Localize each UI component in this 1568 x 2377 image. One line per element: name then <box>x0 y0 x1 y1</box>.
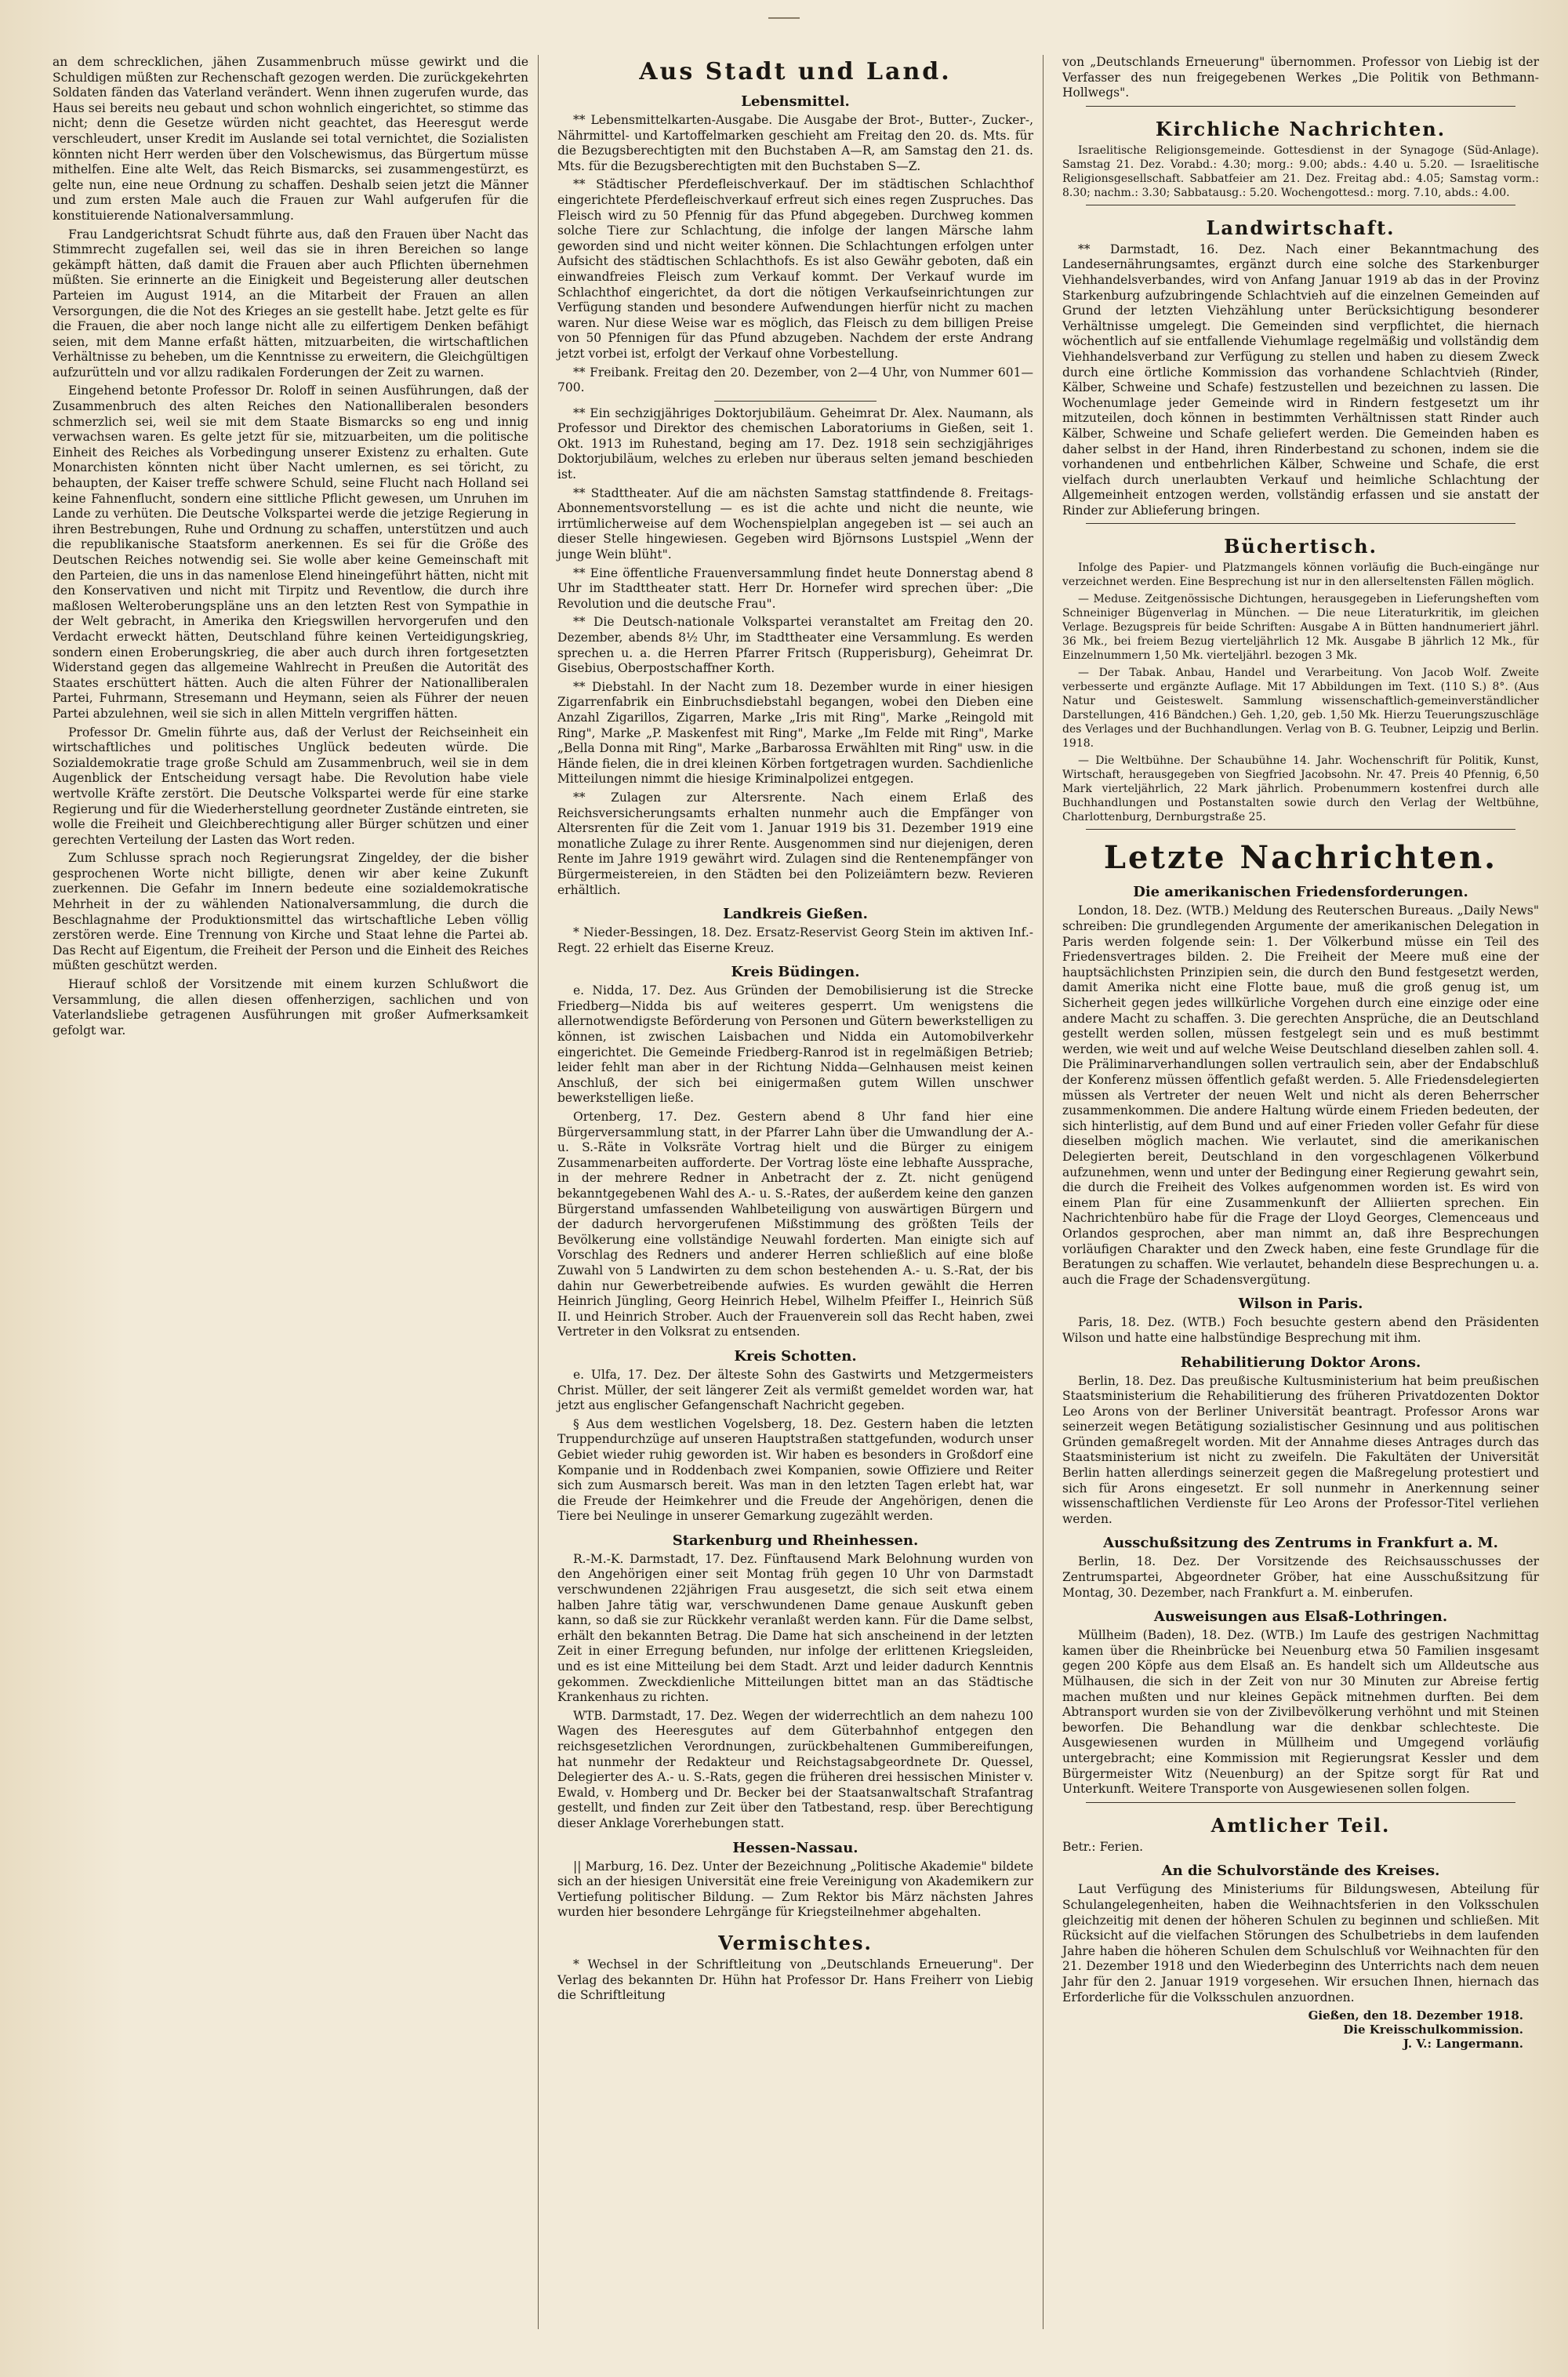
notice-signature: J. V.: Langermann. <box>1403 2037 1523 2052</box>
section-header-stadt-und-land: Aus Stadt und Land. <box>639 58 952 85</box>
section-title-letzte-nachrichten: Letzte Nachrichten. <box>1103 839 1498 877</box>
article-paragraph: Frau Landgerichtsrat Schudt führte aus, daß den Frauen über Nacht das Stimmrecht zugefallen sei, weil das sie in ihren Bereichen so lange gekämpft hätten, daß damit die Frauen aber auch Pflichten übernehmen müßten. Sie erinnerte an die Einigkeit und Begeisterung aller deutschen Parteien im August 1914, an die Mitarbeit der Frauen an allen Versorgungen, die die Not des Krieges an sie gestellt habe. Jetzt gelte es für die Frauen, die aber noch lange nicht alle zu eilfertigem Denken befähigt seien, mit dem Manne erfaßt hätten, mitzuarbeiten, die wirtschaftlichen Verhältnisse zu beheben, um die Kenntnisse zu erweitern, die Gleichgültigen aufzurütteln und vor allzu radikalen Forderungen der Zeit zu warnen. <box>53 227 528 380</box>
article-paragraph: Zum Schlusse sprach noch Regierungsrat Zingeldey, der die bisher gesprochenen Worte nicht billigte, denen wir aber keine Zukunft zuerkennen. Die Gefahr im Innern bedeute eine sozialdemokratische Mehrheit in der zu wählenden Nationalversammlung, die durch die Beschlagnahme der Produktionsmittel das wirtschaftliche Leben völlig zerstören werde. Eine Trennung von Kirche und Staat lehne die Partei ab. Das Recht auf Eigentum, die Freiheit der Person und die Einheit des Reiches müßten geschützt werden. <box>53 851 528 973</box>
news-item: R.-M.-K. Darmstadt, 17. Dez. Fünftausend Mark Belohnung wurden von den Angehörigen einer seit Montag früh gegen 10 Uhr von Darmstadt verschwundenen 22jährigen Frau ausgesetzt, die sich seit etwa einem halben Jahre tätig war, verschwundenen Dame genaue Auskunft geben kann, so daß sie zur Rückkehr veranlaßt werden kann. Für die Dame selbst, erhält den bekannten Betrag. Die Dame hat sich anscheinend in der letzten Zeit in einer Erregung befunden, nur infolge der erlittenen Kriegsleiden, und es ist eine Mitteilung bei dem Stadt. Arzt und leider dadurch Kenntnis gekommen. Zweckdienliche Mitteilungen bittet man an das Städtische Krankenhaus zu richten. <box>557 1551 1033 1705</box>
news-item: Berlin, 18. Dez. Das preußische Kultusministerium hat beim preußischen Staatsministerium die Rehabilitierung des früheren Privatdozenten Doktor Leo Arons von der Berliner Universität beantragt. Professor Arons war seinerzeit wegen Betätigung sozialistischer Gesinnung und aus politischen Gründen gemaßregelt worden. Mit der Annahme dieses Antrages durch das Staatsministerium ist nicht zu zweifeln. Die Fakultäten der Universität Berlin hatten allerdings seinerzeit gegen die Maßregelung protestiert und sich für Arons eingesetzt. Er soll nunmehr in Anerkennung seiner wissenschaftlichen Verdienste für Leo Arons der Professor-Titel verliehen werden. <box>1062 1373 1539 1526</box>
news-item: * Nieder-Bessingen, 18. Dez. Ersatz-Reservist Georg Stein im aktiven Inf.-Regt. 22 erhielt das Eiserne Kreuz. <box>557 925 1033 955</box>
column-1 <box>43 55 539 2329</box>
news-item: ** Darmstadt, 16. Dez. Nach einer Bekanntmachung des Landesernährungsamtes, ergänzt durch eine solche des Starkenburger Viehhandelsverbandes, wird von Anfang Januar 1919 ab das in der Provinz Starkenburg aufzubringende Schlachtvieh auf die einzelnen Gemeinden auf Grund der letzten Viehzählung unter Berücksichtigung besonderer Verhältnisse umgelegt. Die Gemeinden sind verpflichtet, die hiernach wöchentlich auf sie entfallende Viehumlage regelmäßig und vollständig dem Viehhandelsverband zur Verfügung zu stellen und haben zu diesem Zweck durch eine örtliche Kommission das vorhandene Schlachtvieh (Rinder, Kälber, Schweine und Schafe) festzustellen und bezeichnen zu lassen. Die Wochenumlage jeder Gemeinde wird in Rindern festgesetzt um ihr mitzuteilen, doch können in bestimmten Verhältnissen statt Rinder auch Kälber, Schweine und Schafe geliefert werden. Die Gemeinden haben es daher selbst in der Hand, ihren Rinderbestand zu schonen, indem sie die vorhandenen und entbehrlichen Kälber, Schweine und Schafe, die erst vielfach durch unerlaubten Verkauf und heimliche Schlachtung der Allgemeinheit entzogen werden, vollständig erfassen und sie anstatt der Rinder zur Ablieferung bringen. <box>1062 242 1539 518</box>
news-item: ** Stadttheater. Auf die am nächsten Samstag stattfindende 8. Freitags-Abonnementsvorstellung — es ist die achte und nicht die neunte, wie irrtümlicherweise auf dem Wochenspielplan angegeben ist — sei auch an dieser Stelle hingewiesen. Gegeben wird Björnsons Lustspiel „Wenn der junge Wein blüht". <box>557 485 1033 562</box>
news-item: — Die Weltbühne. Der Schaubühne 14. Jahr. Wochenschrift für Politik, Kunst, Wirtschaft, herausgegeben von Siegfried Jacobsohn. Nr. 47. Preis 40 Pfennig, 6,50 Mark vierteljährlich, 22 Mark jährlich. Probenummern kostenfrei durch alle Buchhandlungen und Postanstalten sowie durch den Verlag der Weltbühne, Charlottenburg, Dernburgstraße 25. <box>1062 754 1539 824</box>
columns <box>43 55 1539 2329</box>
news-item: ** Die Deutsch-nationale Volkspartei veranstaltet am Freitag den 20. Dezember, abends 8½ Uhr, im Stadttheater eine Versammlung. Es werden sprechen u. a. die Herren Pfarrer Fritsch (Rupperisburg), Geheimrat Dr. Gisebius, Oberpostschaffner Korth. <box>557 615 1033 676</box>
subsection-title-kreis-buedingen: Kreis Büdingen. <box>731 964 860 981</box>
news-item: || Marburg, 16. Dez. Unter der Bezeichnung „Politische Akademie" bildete sich an der hiesigen Universität eine freie Vereinigung von Akademikern zur Vertiefung politischer Bildung. — Zum Rektor bis März nächsten Jahres wurden hier besondere Lehrgänge für Kriegsteilnehmer abgehalten. <box>557 1859 1033 1920</box>
article-paragraph: Professor Dr. Gmelin führte aus, daß der Verlust der Reichseinheit ein wirtschaftliches und politisches Unglück bedeuten würde. Die Sozialdemokratie trage große Schuld am Zusammenbruch, weil sie in dem Augenblick der Entscheidung versagt habe. Die Revolution habe viele wertvolle Kräfte zerstört. Die Deutsche Volkspartei werde für eine starke Regierung und für die Wiederherstellung geordneter Zustände eintreten, sie wolle die Freiheit und Gleichberechtigung aller Bürger schützen und einer gerechten Verteilung der Lasten das Wort reden. <box>53 725 528 847</box>
column-2 <box>548 55 1044 2329</box>
notice-addressee: An die Schulvorstände des Kreises. <box>1161 1863 1440 1880</box>
notice-text: Laut Verfügung des Ministeriums für Bildungswesen, Abteilung für Schulangelegenheiten, haben die Weihnachtsferien in den Volksschulen gleichzeitig mit denen der höheren Schulen zu beginnen und schließen. Mit Rücksicht auf die vielfachen Störungen des Schulbetriebs in dem laufenden Jahre haben die höheren Schulen dem Schulschluß vor Weihnachten für den 21. Dezember 1918 und den Wiederbeginn des Unterrichts nach dem neuen Jahr für den 2. Januar 1919 vorgesehen. Wir ersuchen Ihnen, hiernach das Erforderliche für die Volksschulen anzuordnen. <box>1062 1882 1539 2004</box>
news-item: — Der Tabak. Anbau, Handel und Verarbeitung. Von Jacob Wolf. Zweite verbesserte und ergänzte Auflage. Mit 17 Abbildungen im Text. (110 S.) 8°. (Aus Natur und Geisteswelt. Sammlung wissenschaftlich-gemeinverständlicher Darstellungen, 416 Bändchen.) Geh. 1,20, geb. 1,50 Mk. Hierzu Teuerungszuschläge des Verlages und der Buchhandlungen. Verlag von B. G. Teubner, Leipzig und Berlin. 1918. <box>1062 667 1539 751</box>
subsection-title-hessen-nassau: Hessen-Nassau. <box>732 1839 858 1856</box>
divider <box>1086 829 1515 830</box>
news-item: ** Freibank. Freitag den 20. Dezember, von 2—4 Uhr, von Nummer 601—700. <box>557 365 1033 395</box>
column-3 <box>1053 55 1548 2329</box>
divider <box>1086 106 1515 107</box>
article-paragraph: Hierauf schloß der Vorsitzende mit einem kurzen Schlußwort die Versammlung, die allen diesen offenherzigen, sachlichen und von Vaterlandsliebe getragenen Ausführungen mit großer Aufmerksamkeit gefolgt war. <box>53 977 528 1038</box>
news-item: ** Diebstahl. In der Nacht zum 18. Dezember wurde in einer hiesigen Zigarrenfabrik ein Einbruchsdiebstahl begangen, wobei den Dieben eine Anzahl Zigarillos, Zigarren, Marke „Iris mit Ring", Marke „Reingold mit Ring", Marke „P. Maskenfest mit Ring", Marke „Im Felde mit Ring", Marke „Bella Donna mit Ring", Marke „Barbarossa Erwählten mit Ring" usw. in die Hände fielen, die in drei kleinen Körben fortgetragen wurden. Sachdienliche Mitteilungen nimmt die hiesige Kriminalpolizei entgegen. <box>557 679 1033 787</box>
news-item: WTB. Darmstadt, 17. Dez. Wegen der widerrechtlich an dem nahezu 100 Wagen des Heeresgutes auf dem Güterbahnhof entgegen den reichsgesetzlichen Verordnungen, zurückbehaltenen Gummibereifungen, hat nunmehr der Redakteur und Reichstagsabgeordnete Dr. Quessel, Delegierter des A.- u. S.-Rats, gegen die früheren drei hessischen Minister v. Ewald, v. Homberg und Dr. Becker bei der Staatsanwaltschaft Strafantrag gestellt, und finden zur Zeit über den Tatbestand, resp. über Berechtigung dieser Anklage Vorerhebungen statt. <box>557 1708 1033 1830</box>
divider <box>714 401 877 402</box>
news-item: ** Lebensmittelkarten-Ausgabe. Die Ausgabe der Brot-, Butter-, Zucker-, Nährmittel- und Kartoffelmarken geschieht am Freitag den 20. ds. Mts. für die Bezugsberechtigten mit den Buchstaben A—R, am Samstag den 21. ds. Mts. für die Bezugsberechtigten mit den Buchstaben S—Z. <box>557 113 1033 173</box>
news-item: ** Zulagen zur Altersrente. Nach einem Erlaß des Reichsversicherungsamts erhalten nunmehr auch die Empfänger von Altersrenten für die Zeit vom 1. Januar 1919 bis 31. Dezember 1919 eine monatliche Zulage zu ihrer Rente. Ausgenommen sind nur diejenigen, deren Rente im Jahre 1919 gewährt wird. Zulagen sind die Rentenempfänger von Bürgermeistereien, in den Städten bei den Polizeiämtern bezw. Revieren erhältlich. <box>557 790 1033 897</box>
headline: Ausweisungen aus Elsaß-Lothringen. <box>1153 1608 1448 1626</box>
news-item: Ortenberg, 17. Dez. Gestern abend 8 Uhr fand hier eine Bürgerversammlung statt, in der Pfarrer Lahn über die Umwandlung der A.- u. S.-Räte in Volksräte Vortrag hielt und die Bürger zu einigem Zusammenarbeiten aufforderte. Der Vortrag löste eine lebhafte Aussprache, in der mehrere Redner in Anbetracht der z. Zt. nicht genügend bekanntgegebenen Wahl des A.- u. S.-Rates, der außerdem keine den ganzen Bürgerstand umfassenden Wahlbeteiligung von auswärtigen Bürgern und der dadurch hervorgerufenen Mißstimmung des größten Teils der Bevölkerung eine vollständige Neuwahl forderten. Man einigte sich auf Vorschlag des Redners und anderer Herren schließlich auf eine bloße Zuwahl von 5 Landwirten zu dem schon bestehenden A.- u. S.-Rat, der bis dahin nur Gewerbetreibende aufwies. Es wurden gewählt die Herren Heinrich Jüngling, Georg Heinrich Hebel, Wilhelm Pfeiffer I., Heinrich Süß II. und Heinrich Strober. Auch der Frauenverein soll das Recht haben, zwei Vertreter in den Volksrat zu entsenden. <box>557 1110 1033 1339</box>
section-title-landwirtschaft: Landwirtschaft. <box>1206 216 1396 239</box>
subsection-title-kreis-schotten: Kreis Schotten. <box>734 1347 857 1365</box>
news-item: e. Ulfa, 17. Dez. Der älteste Sohn des Gastwirts und Metzgermeisters Christ. Müller, der seit längerer Zeit als vermißt gemeldet worden war, hat jetzt aus englischer Gefangenschaft Nachricht gegeben. <box>557 1367 1033 1413</box>
news-item: § Aus dem westlichen Vogelsberg, 18. Dez. Gestern haben die letzten Truppendurchzüge auf unseren Hauptstraßen stattgefunden, wodurch unser Gebiet wieder ruhig geworden ist. Wir haben es besonders in Großdorf eine Kompanie und in Roddenbach zwei Kompanien, sowie Offiziere und Reiter sich zum Ausmarsch bereit. Was man in den letzten Tagen erlebt hat, war die Freude der Heimkehrer und die Freude der Angehörigen, denen die Tiere bei Neulinge in unserer Gemarkung zugezählt werden. <box>557 1416 1033 1524</box>
news-item: ** Eine öffentliche Frauenversammlung findet heute Donnerstag abend 8 Uhr im Stadttheater statt. Herr Dr. Hornefer wird sprechen über: „Die Revolution und die deutsche Frau". <box>557 565 1033 611</box>
continued-text: von „Deutschlands Erneuerung" übernommen. Professor von Liebig ist der Verfasser des nun freigegebenen Werkes „Die Politik von Bethmann-Hollwegs". <box>1062 55 1539 100</box>
news-item: * Wechsel in der Schriftleitung von „Deutschlands Erneuerung". Der Verlag des bekannten Dr. Hühn hat Professor Dr. Hans Freiherr von Liebig die Schriftleitung <box>557 1957 1033 2003</box>
section-title-buechertisch: Büchertisch. <box>1224 535 1377 558</box>
subsection-title-starkenburg: Starkenburg und Rheinhessen. <box>672 1532 919 1549</box>
notice-office: Die Kreisschulkommission. <box>1343 2023 1523 2037</box>
notice-place-date: Gießen, den 18. Dezember 1918. <box>1308 2008 1523 2023</box>
news-item: ** Städtischer Pferdefleischverkauf. Der im städtischen Schlachthof eingerichtete Pferdefleischverkauf erfreut sich eines regen Zuspruches. Das Fleisch wird zu 50 Pfennig für das Pfund abgegeben. Durchweg kommen solche Tiere zur Schlachtung, die infolge der langen Märsche lahm geworden sind und nicht weiter können. Die Schlachtungen erfolgen unter Aufsicht des städtischen Schlachthofs. Es ist also Gewähr geboten, daß ein einwandfreies Fleisch zum Verkauf kommt. Der Verkauf wurde im Schlachthof eingerichtet, da dort die nötigen Verkaufseinrichtungen zur Verfügung standen und besondere Aufwendungen hierfür nicht zu machen waren. Nur diese Weise war es möglich, das Fleisch zu dem billigen Preise von 50 Pfennigen für das Pfund abzugeben. Nachdem der erste Andrang jetzt vorbei ist, erfolgt der Verkauf ohne Vorbestellung. <box>557 177 1033 361</box>
headline: Die amerikanischen Friedensforderungen. <box>1133 884 1468 901</box>
news-item: ** Ein sechzigjähriges Doktorjubiläum. Geheimrat Dr. Alex. Naumann, als Professor und Direktor des chemischen Laboratoriums in Gießen, seit 1. Okt. 1913 im Ruhestand, beging am 17. Dez. 1918 sein sechzigjähriges Doktorjubiläum, welches zu erleben nur überaus selten jemand beschieden ist. <box>557 405 1033 482</box>
article-paragraph: an dem schrecklichen, jähen Zusammenbruch müsse gewirkt und die Schuldigen müßten zur Rechenschaft gezogen werden. Die zurückgekehrten Soldaten fänden das Vaterland verändert. Wenn ihnen zugerufen wurde, das Haus sei bereits neu gebaut und schon wohnlich eingerichtet, so stimme das nicht; denn die Gesetze würden nicht geachtet, das Heeresgut werde verschleudert, unser Kredit im Auslande sei total vernichtet, die Sozialisten könnten nicht Herr werden über den Volschewismus, das Bürgertum müsse mithelfen. Eine alte Welt, das Reich Bismarcks, sei zusammengestürzt, es gelte nun, eine neue Ordnung zu schaffen. Deshalb seien jetzt die Männer und zum ersten Male auch die Frauen zur Wahl aufgerufen für die konstituierende Nationalversammlung. <box>53 55 528 223</box>
headline: Ausschußsitzung des Zentrums in Frankfurt a. M. <box>1103 1535 1498 1552</box>
headline: Wilson in Paris. <box>1238 1296 1363 1313</box>
section-title-amtlicher-teil: Amtlicher Teil. <box>1210 1813 1391 1837</box>
news-item: e. Nidda, 17. Dez. Aus Gründen der Demobilisierung ist die Strecke Friedberg—Nidda bis auf weiteres gesperrt. Um wenigstens die allernotwendigste Beförderung von Personen und Gütern bewerkstelligen zu können, ist zwischen Laisbachen und Nidda ein Automobilverkehr eingerichtet. Die Gemeinde Friedberg-Ranrod ist in regelmäßigen Betrieb; leider fehlt man aber in der Richtung Nidda—Gelnhausen meist keinen Anschluß, der sich bei einigermaßen gutem Willen unschwer bewerkstelligen ließe. <box>557 983 1033 1106</box>
news-item: Berlin, 18. Dez. Der Vorsitzende des Reichsausschusses der Zentrumspartei, Abgeordneter Gröber, hat eine Ausschußsitzung für Montag, 30. Dezember, nach Frankfurt a. M. einberufen. <box>1062 1554 1539 1600</box>
news-item: Infolge des Papier- und Platzmangels können vorläufig die Buch-eingänge nur verzeichnet werden. Eine Besprechung ist nur in den allerseltensten Fällen möglich. <box>1062 562 1539 589</box>
divider <box>1086 523 1515 524</box>
news-item: Müllheim (Baden), 18. Dez. (WTB.) Im Laufe des gestrigen Nachmittag kamen über die Rheinbrücke bei Neuenburg etwa 50 Familien insgesamt gegen 200 Köpfe aus dem Elsaß an. Es handelt sich um Alldeutsche aus Mülhausen, die sich in der Zeit von nur 30 Minuten zur Abreise fertig machen mußten und nur kleines Gepäck mitnehmen durften. Bei dem Abtransport wurden sie von der Zivilbevölkerung verhöhnt und mit Steinen beworfen. Die Behandlung war die denkbar schlechteste. Die Ausgewiesenen wurden in Müllheim und Umgegend vorläufig untergebracht; eine Kommission mit Regierungsrat Kessler und dem Bürgermeister Witz (Neuenburg) an der Spitze sorgt für Rat und Unterkunft. Weitere Transporte von Ausgewiesenen sollen folgen. <box>1062 1628 1539 1797</box>
news-item: Israelitische Religionsgemeinde. Gottesdienst in der Synagoge (Süd-Anlage). Samstag 21. Dez. Vorabd.: 4.30; morg.: 9.00; abds.: 4.40 u. 5.20. — Israelitische Religionsgesellschaft. Sabbatfeier am 21. Dez. Freitag abd.: 4.05; Samstag vorm.: 8.30; nachm.: 3.30; Sabbatausg.: 5.20. Wochengottesd.: morg. 7.10, abds.: 4.00. <box>1062 144 1539 199</box>
headline: Rehabilitierung Doktor Arons. <box>1180 1354 1421 1371</box>
subsection-title-landkreis-giessen: Landkreis Gießen. <box>723 906 868 923</box>
page-fold-mark <box>768 17 800 28</box>
section-title-vermischtes: Vermischtes. <box>718 1931 873 1954</box>
subsection-title-lebensmittel: Lebensmittel. <box>741 93 850 110</box>
notice-subject: Betr.: Ferien. <box>1062 1839 1144 1854</box>
news-item: Paris, 18. Dez. (WTB.) Foch besuchte gestern abend den Präsidenten Wilson und hatte eine halbstündige Besprechung mit ihm. <box>1062 1315 1539 1345</box>
divider <box>1086 1802 1515 1803</box>
news-item: London, 18. Dez. (WTB.) Meldung des Reuterschen Bureaus. „Daily News" schreiben: Die grundlegenden Argumente der amerikanischen Delegation in Paris werden folgende sein: 1. Der Völkerbund müsse ein Teil des Friedensvertrages bilden. 2. Die Freiheit der Meere muß eine der hauptsächlichsten Prinzipien sein, die durch den Bund festgesetzt werden, damit Amerika nicht eine Flotte baue, muß die groß genug ist, um Sicherheit gegen jedes willkürliche Vorgehen durch eine einzige oder eine andere Macht zu schaffen. 3. Die gerechten Ansprüche, die an Deutschland gestellt werden sollen, müssen festgelegt sein und es muß bestimmt werden, wie weit und auf welche Weise Deutschland dieselben zahlen soll. 4. Die Präliminarverhandlungen sollen vertraulich sein, aber der Endabschluß der Konferenz müssen öffentlich gefaßt werden. 5. Alle Friedensdelegierten müssen als Vertreter der neuen Welt und nicht als deren Beherrscher zusammenkommen. Die andere Haltung würde einem Frieden bedeuten, der sich hinterlistig, auf dem Bund und auf einer Frieden voller Gefahr für diese dieselben möglich machen. Wie verlautet, sind die amerikanischen Delegierten bereit, Deutschland in den vorgeschlagenen Völkerbund aufzunehmen, wenn und unter der Bedingung einer Regierung gewahrt sein, die durch die Freiheit des Volkes aufgenommen worden ist. Es wird von einem Plan für eine Zusammenkunft der Alliierten sprechen. Ein Nachrichtenbüro habe für die Frage der Lloyd Georges, Clemenceaus und Orlandos gesprochen, aber man nimmt an, daß ihre Besprechungen vorläufigen Charakter und den Zweck haben, eine feste Grundlage für die Beratungen zu schaffen. Wie verlautet, behandeln diese Besprechungen u. a. auch die Frage der Schadensvergütung. <box>1062 903 1539 1287</box>
section-title-kirchliche-nachrichten: Kirchliche Nachrichten. <box>1155 117 1446 140</box>
news-item: — Meduse. Zeitgenössische Dichtungen, herausgegeben in Lieferungsheften vom Schneiniger Bügenverlag in München. — Die neue Literaturkritik, im gleichen Verlage. Bezugspreis für beide Schriften: Ausgabe A in Bütten handnumeriert jährl. 36 Mk., bei freiem Bezug vierteljährlich 12 Mk. Ausgabe B jährlich 12 Mk., für Einzelnummern 1,50 Mk. vierteljährl. bezogen 3 Mk. <box>1062 593 1539 663</box>
article-paragraph: Eingehend betonte Professor Dr. Roloff in seinen Ausführungen, daß der Zusammenbruch des alten Reiches den Nationalliberalen besonders schmerzlich sei, weil sie mit dem Staate Bismarcks so eng und innig verwachsen waren. Es gelte jetzt für sie, mitzuarbeiten, um die politische Einheit des Reiches als Vorbedingung unserer Existenz zu erhalten. Gute Monarchisten könnten nicht über Nacht umlernen, es sei töricht, zu behaupten, der Kaiser treffe schwere Schuld, seine Flucht nach Holland sei keine Fahnenflucht, sondern eine sittliche Pflicht gewesen, um Unruhen im Lande zu verhüten. Die Deutsche Volkspartei werde die jetzige Regierung in ihren Bestrebungen, Ruhe und Ordnung zu schaffen, unterstützen und auch die republikanische Staatsform anerkennen. Es sei für die Größe des Deutschen Reiches notwendig sei. Sie wolle aber keine Gemeinschaft mit den Parteien, die uns in das namenlose Elend hineingeführt hätten, nicht mit den Konservativen und nicht mit Tirpitz und Reventlow, die durch ihre maßlosen Welteroberungspläne uns an den letzten Rest von Sympathie in der Welt gebracht, in Amerika den Kriegswillen hervorgerufen und den Verdacht erweckt hätten, Deutschland führe keinen Verteidigungskrieg, sondern einen Eroberungskrieg, die aber auch durch ihren fortgesetzten Widerstand gegen das allgemeine Wahlrecht in Preußen die Autorität des Staates erschüttert hätten. Auch die alten Führer der Nationalliberalen Partei, Fuhrmann, Stresemann und Heymann, seien als Führer der neuen Partei abzulehnen, weil sie sich in allen Mitteln vergriffen hätten. <box>53 383 528 721</box>
